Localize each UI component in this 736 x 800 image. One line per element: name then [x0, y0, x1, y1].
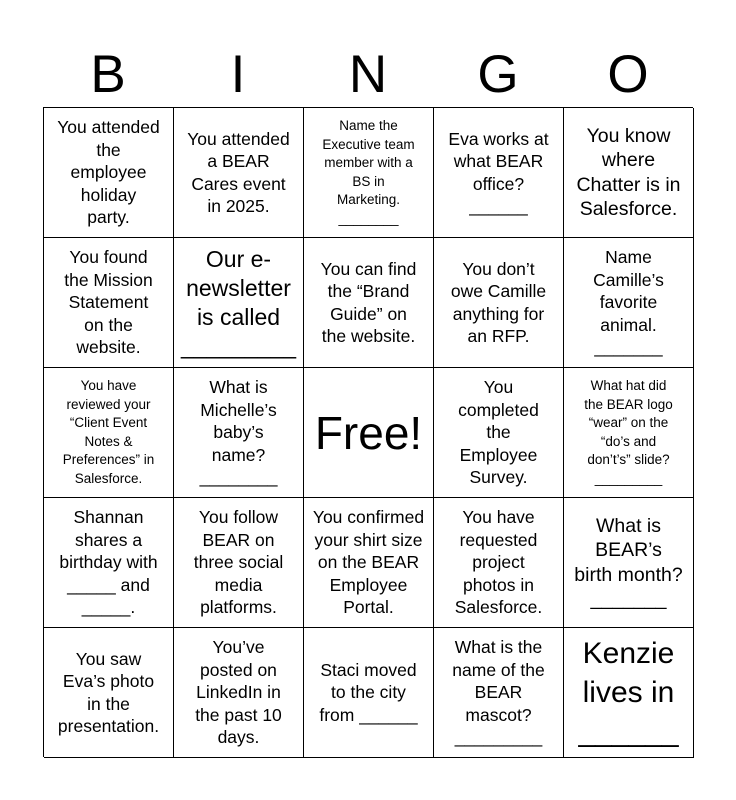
bingo-square[interactable] [174, 238, 304, 368]
square-text: What is the name of the BEAR mascot? _________ [452, 637, 545, 748]
bingo-header [43, 45, 693, 105]
bingo-square[interactable] [434, 368, 564, 498]
square-text: You follow BEAR on three social media platforms. [193, 507, 284, 618]
free-square-text: Free! [314, 406, 423, 459]
square-text: What hat did the BEAR logo “wear” on the “do’s and don’t’s” slide? _________ [584, 378, 673, 486]
bingo-square[interactable] [44, 238, 174, 368]
square-text: You attended a BEAR Cares event in 2025. [187, 128, 290, 216]
bingo-square[interactable] [174, 368, 304, 498]
square-text: Shannan shares a birthday with _____ and _____. [59, 507, 158, 618]
header-letter-g: G [477, 45, 519, 104]
square-text: You know where Chatter is in Salesforce. [576, 124, 681, 220]
header-letter-b: B [90, 45, 126, 104]
bingo-card-grid [43, 107, 693, 757]
bingo-square[interactable] [564, 368, 694, 498]
bingo-square[interactable] [304, 628, 434, 758]
square-text: Name the Executive team member with a BS in Marketing. ________ [322, 118, 415, 226]
bingo-square[interactable] [564, 238, 694, 368]
bingo-square[interactable] [44, 628, 174, 758]
square-text: You have requested project photos in Salesforce. [454, 507, 543, 618]
square-text: You’ve posted on LinkedIn in the past 10 days. [195, 637, 282, 748]
square-text: Our e- newsletter is called _________ [180, 245, 297, 359]
bingo-square[interactable] [434, 628, 564, 758]
square-text: You have reviewed your “Client Event Notes & Preferences” in Salesforce. [62, 378, 155, 486]
bingo-square[interactable] [174, 498, 304, 628]
bingo-square[interactable] [434, 238, 564, 368]
square-text: You saw Eva’s photo in the presentation. [57, 648, 160, 736]
bingo-square[interactable] [564, 628, 694, 758]
bingo-square[interactable] [564, 498, 694, 628]
header-letter-o: O [607, 45, 649, 104]
square-text: Eva works at what BEAR office? ______ [448, 128, 549, 216]
bingo-square[interactable] [174, 108, 304, 238]
bingo-square[interactable] [44, 108, 174, 238]
square-text: Name Camille’s favorite animal. _______ [593, 247, 664, 358]
square-text: You completed the Employee Survey. [458, 377, 539, 488]
bingo-square[interactable] [564, 108, 694, 238]
square-text: Kenzie lives in ______ [578, 637, 679, 748]
header-letter-n: N [348, 45, 388, 104]
bingo-square[interactable] [304, 108, 434, 238]
square-text: You found the Mission Statement on the website. [64, 247, 153, 358]
square-text: You confirmed your shirt size on the BEAR Employee Portal. [312, 507, 425, 618]
square-text: Staci moved to the city from ______ [319, 659, 418, 725]
bingo-square[interactable] [44, 368, 174, 498]
bingo-square[interactable] [434, 498, 564, 628]
square-text: You can find the “Brand Guide” on the website. [320, 258, 417, 346]
header-letter-i: I [230, 45, 246, 104]
square-text: What is BEAR’s birth month? _______ [574, 514, 683, 610]
bingo-square[interactable] [174, 628, 304, 758]
bingo-square[interactable] [434, 108, 564, 238]
square-text: You don’t owe Camille anything for an RFP. [450, 258, 547, 346]
square-text: What is Michelle’s baby’s name? ________ [199, 377, 278, 488]
free-square[interactable] [304, 368, 434, 498]
bingo-square[interactable] [304, 498, 434, 628]
bingo-square[interactable] [44, 498, 174, 628]
square-text: You attended the employee holiday party. [57, 117, 160, 228]
bingo-square[interactable] [304, 238, 434, 368]
